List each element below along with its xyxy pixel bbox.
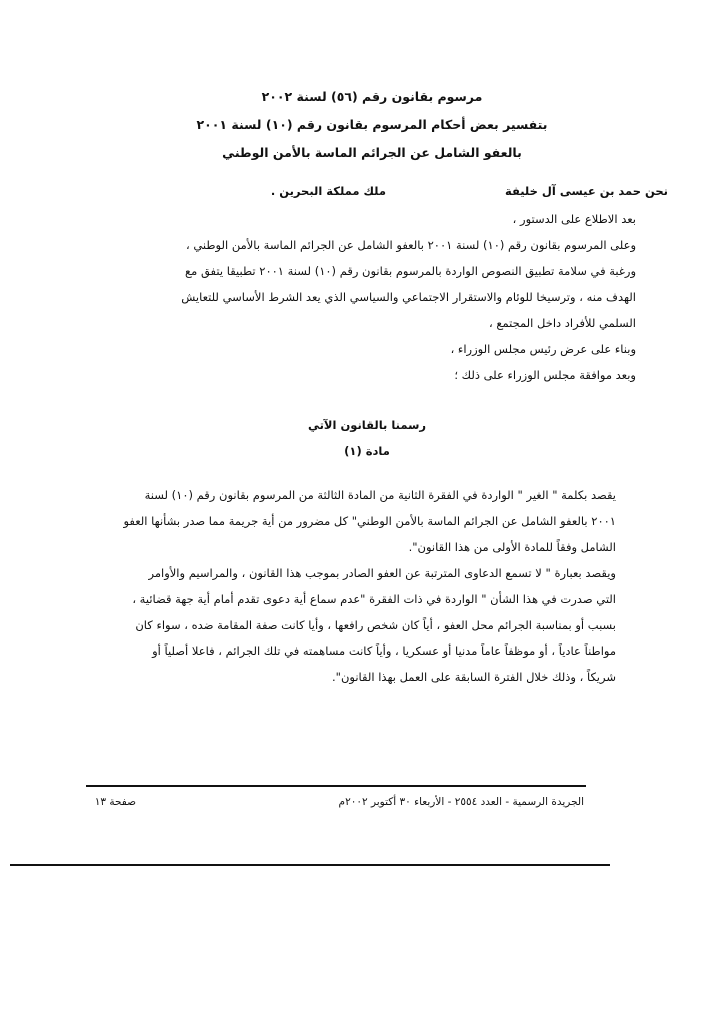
title-line-3: بالعفو الشامل عن الجرائم الماسة بالأمن الوطني — [222, 145, 522, 160]
preamble-line: السلمي للأفراد داخل المجتمع ، — [488, 316, 636, 330]
preamble-line: وعلى المرسوم بقانون رقم (١٠) لسنة ٢٠٠١ بالعفو الشامل عن الجرائم الماسة بالأمن الوطني ، — [185, 238, 636, 252]
article-line: ويقصد بعبارة " لا تسمع الدعاوى المترتبة عن العفو الصادر بموجب هذا القانون ، والمراسيم والأوامر — [148, 566, 616, 580]
footer-gazette: الجريدة الرسمية - العدد ٢٥٥٤ - الأربعاء ٣٠ أكتوبر ٢٠٠٢م — [338, 796, 584, 808]
article-line: يقصد بكلمة " الغير " الواردة في الفقرة الثانية من المادة الثالثة من المرسوم بقانون رقم (١٠) لسنة — [144, 488, 616, 502]
title-line-1: مرسوم بقانون رقم (٥٦) لسنة ٢٠٠٢ — [261, 89, 483, 104]
preamble-line: ورغبة في سلامة تطبيق النصوص الواردة بالمرسوم بقانون رقم (١٠) لسنة ٢٠٠١ تطبيقا يتفق مع — [185, 264, 636, 278]
preamble-line: بعد الاطلاع على الدستور ، — [512, 212, 636, 226]
article-line: الشامل وفقاً للمادة الأولى من هذا القانون". — [408, 540, 616, 554]
article-line: ٢٠٠١ بالعفو الشامل عن الجرائم الماسة بالأمن الوطني" كل مضرور من أية جريمة مما صدر بشأنها العفو — [123, 514, 616, 528]
issuer-title: ملك مملكة البحرين . — [270, 184, 386, 198]
article-heading: مادة (١) — [344, 444, 390, 458]
preamble-line: وبناء على عرض رئيس مجلس الوزراء ، — [450, 342, 636, 356]
article-line: شريكاً ، وذلك خلال الفترة السابقة على العمل بهذا القانون". — [332, 670, 616, 684]
issuer-name: نحن حمد بن عيسى آل خليفة — [504, 184, 668, 198]
article-line: بسبب أو بمناسبة الجرائم محل العفو ، أياً كان شخص رافعها ، وأيا كانت صفة المقامة ضده ، سواء كان — [135, 618, 616, 632]
footer-page-number: صفحة ١٣ — [94, 796, 136, 808]
footer-rule — [86, 785, 586, 787]
article-line: مواطناً عادياً ، أو موظفاً عاماً مدنيا أو عسكريا ، وأياً كانت مساهمته في تلك الجرائم ، فاعلا أصلياً أو — [152, 644, 616, 658]
preamble-line: وبعد موافقة مجلس الوزراء على ذلك ؛ — [454, 368, 636, 382]
preamble-line: الهدف منه ، وترسيخا للوئام والاستقرار الاجتماعي والسياسي الذي يعد الشرط الأساسي للتعايش — [181, 290, 636, 304]
scan-bottom-rule — [10, 864, 610, 866]
article-line: التي صدرت في هذا الشأن " الواردة في ذات الفقرة "عدم سماع أية دعوى تقدم أمام أية جهة قضائية ، — [132, 592, 616, 606]
title-line-2: بتفسير بعض أحكام المرسوم بقانون رقم (١٠) لسنة ٢٠٠١ — [196, 117, 548, 132]
enactment-heading: رسمنا بالقانون الآتي — [307, 418, 426, 432]
